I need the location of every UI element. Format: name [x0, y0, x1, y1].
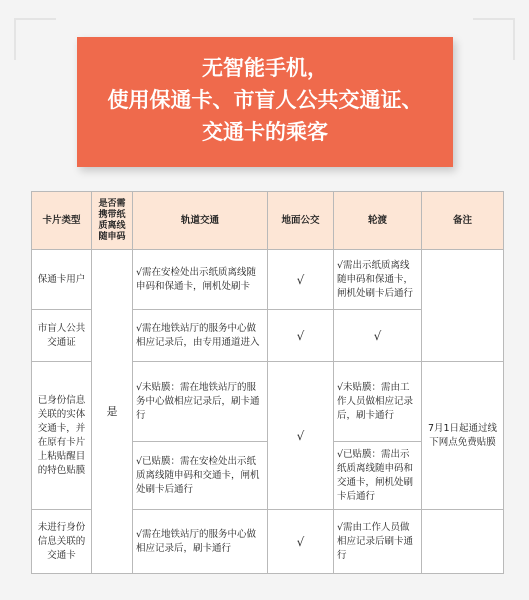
decorative-corner-top-left	[14, 18, 56, 60]
header-card-type: 卡片类型	[32, 192, 92, 250]
cell-rail: √需在地铁站厅的服务中心做相应记录后，刷卡通行	[133, 510, 268, 574]
cell-bus: √	[268, 510, 334, 574]
table-header-row	[32, 192, 504, 250]
cell-remark-empty	[422, 250, 504, 362]
cell-remark-empty	[422, 510, 504, 574]
banner-line-1: 无智能手机，	[202, 56, 328, 80]
header-rail: 轨道交通	[133, 192, 268, 250]
banner-line-2: 使用保通卡、市盲人公共交通证、	[107, 88, 423, 112]
cell-remark: 7月1日起通过线下网点免费贴膜	[422, 362, 504, 510]
table-row	[32, 250, 504, 310]
header-remark: 备注	[422, 192, 504, 250]
cell-bus: √	[268, 250, 334, 310]
header-bus: 地面公交	[268, 192, 334, 250]
cell-rail: √需在地铁站厅的服务中心做相应记录后，由专用通道进入	[133, 310, 268, 362]
decorative-corner-top-right	[473, 18, 515, 60]
cell-ferry: √	[334, 310, 422, 362]
cell-ferry: √需由工作人员做相应记录后刷卡通行	[334, 510, 422, 574]
transport-rules-table	[31, 191, 504, 574]
cell-need-code: 是	[92, 250, 133, 574]
cell-ferry-filmed: √已贴膜：需出示纸质离线随申码和交通卡，闸机处刷卡后通行	[334, 442, 422, 510]
cell-bus: √	[268, 362, 334, 510]
cell-card-type: 已身份信息关联的实体交通卡，并在原有卡片上粘贴醒目的特色贴膜	[32, 362, 92, 510]
cell-card-type: 未进行身份信息关联的交通卡	[32, 510, 92, 574]
header-ferry: 轮渡	[334, 192, 422, 250]
cell-rail-unfilmed: √未贴膜：需在地铁站厅的服务中心做相应记录后，刷卡通行	[133, 362, 268, 442]
cell-rail: √需在安检处出示纸质离线随申码和保通卡，闸机处刷卡	[133, 250, 268, 310]
header-need-code: 是否需携带纸质离线随申码	[92, 192, 133, 250]
title-banner	[77, 37, 453, 167]
cell-ferry: √需出示纸质离线随申码和保通卡，闸机处刷卡后通行	[334, 250, 422, 310]
cell-ferry-unfilmed: √未贴膜：需由工作人员做相应记录后，刷卡通行	[334, 362, 422, 442]
cell-card-type: 市盲人公共交通证	[32, 310, 92, 362]
cell-rail-filmed: √已贴膜：需在安检处出示纸质离线随申码和交通卡，闸机处刷卡后通行	[133, 442, 268, 510]
banner-line-3: 交通卡的乘客	[202, 120, 328, 144]
cell-card-type: 保通卡用户	[32, 250, 92, 310]
cell-bus: √	[268, 310, 334, 362]
